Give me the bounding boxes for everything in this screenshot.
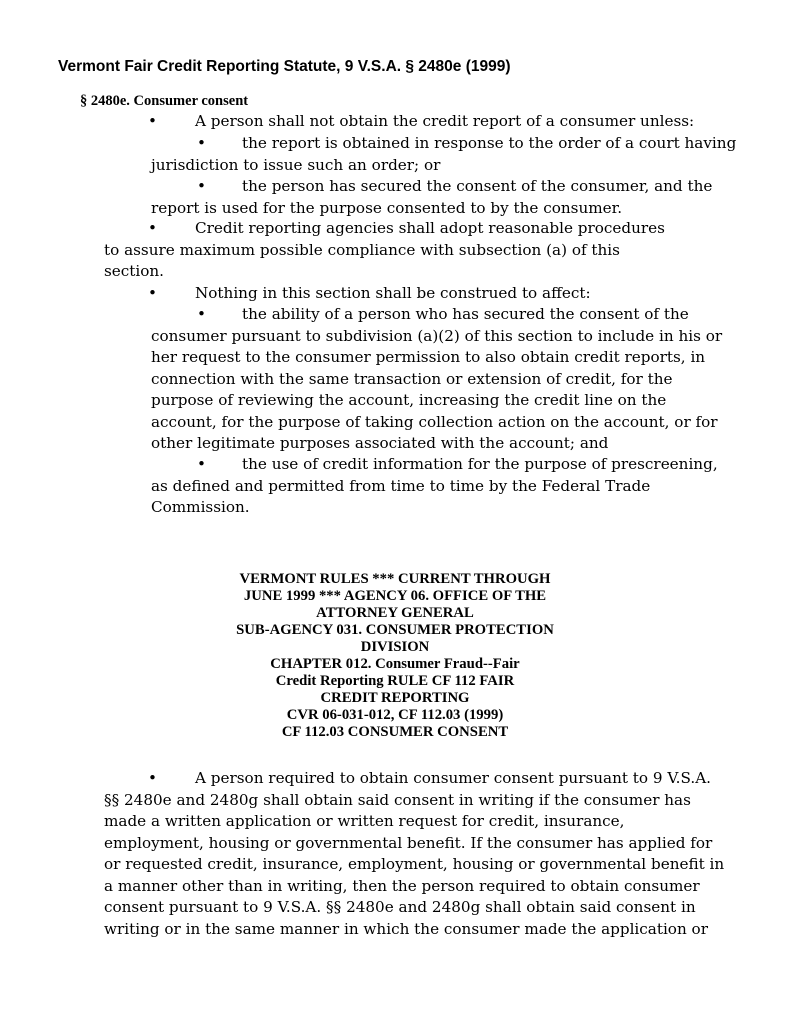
paragraph-a2 (151, 176, 712, 219)
bullet: • (148, 219, 157, 237)
rule-paragraph-line: consent pursuant to 9 V.S.A. §§ 2480e and 2480g shall obtain said consent in (104, 898, 696, 916)
rules-header-line: CVR 06-031-012, CF 112.03 (1999) (286, 707, 504, 723)
paragraph-c-text: Nothing in this section shall be construed to affect: (195, 284, 591, 302)
paragraph-c1-line: her request to the consumer permission to also obtain credit reports, in (151, 348, 706, 366)
rule-paragraph-line: §§ 2480e and 2480g shall obtain said consent in writing if the consumer has (104, 790, 691, 809)
paragraph-c2-line: the use of credit information for the purpose of prescreening, (242, 455, 718, 473)
paragraph-c1-line: account, for the purpose of taking collection action on the account, or for (151, 412, 718, 431)
paragraph-c2-line: as defined and permitted from time to time by the Federal Trade (151, 476, 651, 495)
rule-paragraph (104, 768, 724, 940)
section-heading: § 2480e. Consumer consent (80, 93, 249, 109)
paragraph-c1-line: consumer pursuant to subdivision (a)(2) of this section to include in his or (151, 326, 723, 345)
paragraph-b-line: Credit reporting agencies shall adopt reasonable procedures (195, 219, 665, 237)
bullet: • (197, 134, 206, 152)
paragraph-c1-line: purpose of reviewing the account, increasing the credit line on the (151, 391, 667, 409)
rule-paragraph-line: made a written application or written request for credit, insurance, (104, 812, 625, 830)
bullet: • (197, 455, 206, 473)
rules-header-line: CHAPTER 012. Consumer Fraud--Fair (270, 656, 520, 672)
paragraph-b-line: section. (104, 262, 165, 280)
paragraph-c (148, 283, 591, 305)
paragraph-b-line: to assure maximum possible compliance with subsection (a) of this (104, 240, 620, 259)
paragraph-c1 (151, 304, 722, 455)
rules-header-line: CREDIT REPORTING (320, 690, 470, 706)
rules-header-line: Credit Reporting RULE CF 112 FAIR (275, 673, 515, 689)
bullet: • (148, 284, 157, 302)
bullet: • (148, 769, 157, 787)
rule-paragraph-line: a manner other than in writing, then the person required to obtain consumer (104, 876, 700, 895)
paragraph-a-text: A person shall not obtain the credit report of a consumer unless: (195, 112, 695, 130)
paragraph-a2-line: the person has secured the consent of the consumer, and the (242, 177, 713, 195)
paragraph-a1-line: the report is obtained in response to the order of a court having (242, 134, 737, 152)
rules-header-line: JUNE 1999 *** AGENCY 06. OFFICE OF THE (243, 588, 547, 604)
rule-paragraph-line: writing or in the same manner in which the consumer made the application or (104, 919, 708, 938)
paragraph-c2-line: Commission. (151, 498, 250, 516)
bullet: • (197, 177, 206, 195)
paragraph-c1-line: other legitimate purposes associated with the account; and (151, 434, 609, 452)
bullet: • (148, 112, 157, 130)
paragraph-a2-line: report is used for the purpose consented to by the consumer. (151, 198, 623, 217)
document-title: Vermont Fair Credit Reporting Statute, 9 V.S.A. § 2480e (1999) (58, 58, 511, 75)
paragraph-c2 (151, 454, 718, 519)
rule-paragraph-line: or requested credit, insurance, employment, housing or governmental benefit in (104, 855, 725, 873)
rule-paragraph-line: A person required to obtain consumer consent pursuant to 9 V.S.A. (195, 769, 711, 787)
rules-header-line: DIVISION (360, 639, 430, 655)
rule-paragraph-line: employment, housing or governmental benefit. If the consumer has applied for (104, 833, 713, 852)
rules-header-line: SUB-AGENCY 031. CONSUMER PROTECTION (236, 622, 554, 638)
rules-header-line: ATTORNEY GENERAL (316, 605, 474, 621)
rules-header-line: VERMONT RULES *** CURRENT THROUGH (239, 571, 551, 587)
rules-header-line: CF 112.03 CONSUMER CONSENT (281, 724, 509, 740)
paragraph-a (148, 111, 694, 133)
bullet: • (197, 305, 206, 323)
rules-header (200, 571, 590, 741)
paragraph-c1-line: connection with the same transaction or extension of credit, for the (151, 369, 673, 388)
paragraph-c1-line: the ability of a person who has secured the consent of the (242, 305, 689, 323)
paragraph-a1 (151, 133, 736, 176)
paragraph-a1-line: jurisdiction to issue such an order; or (151, 155, 441, 174)
paragraph-b (104, 218, 665, 283)
